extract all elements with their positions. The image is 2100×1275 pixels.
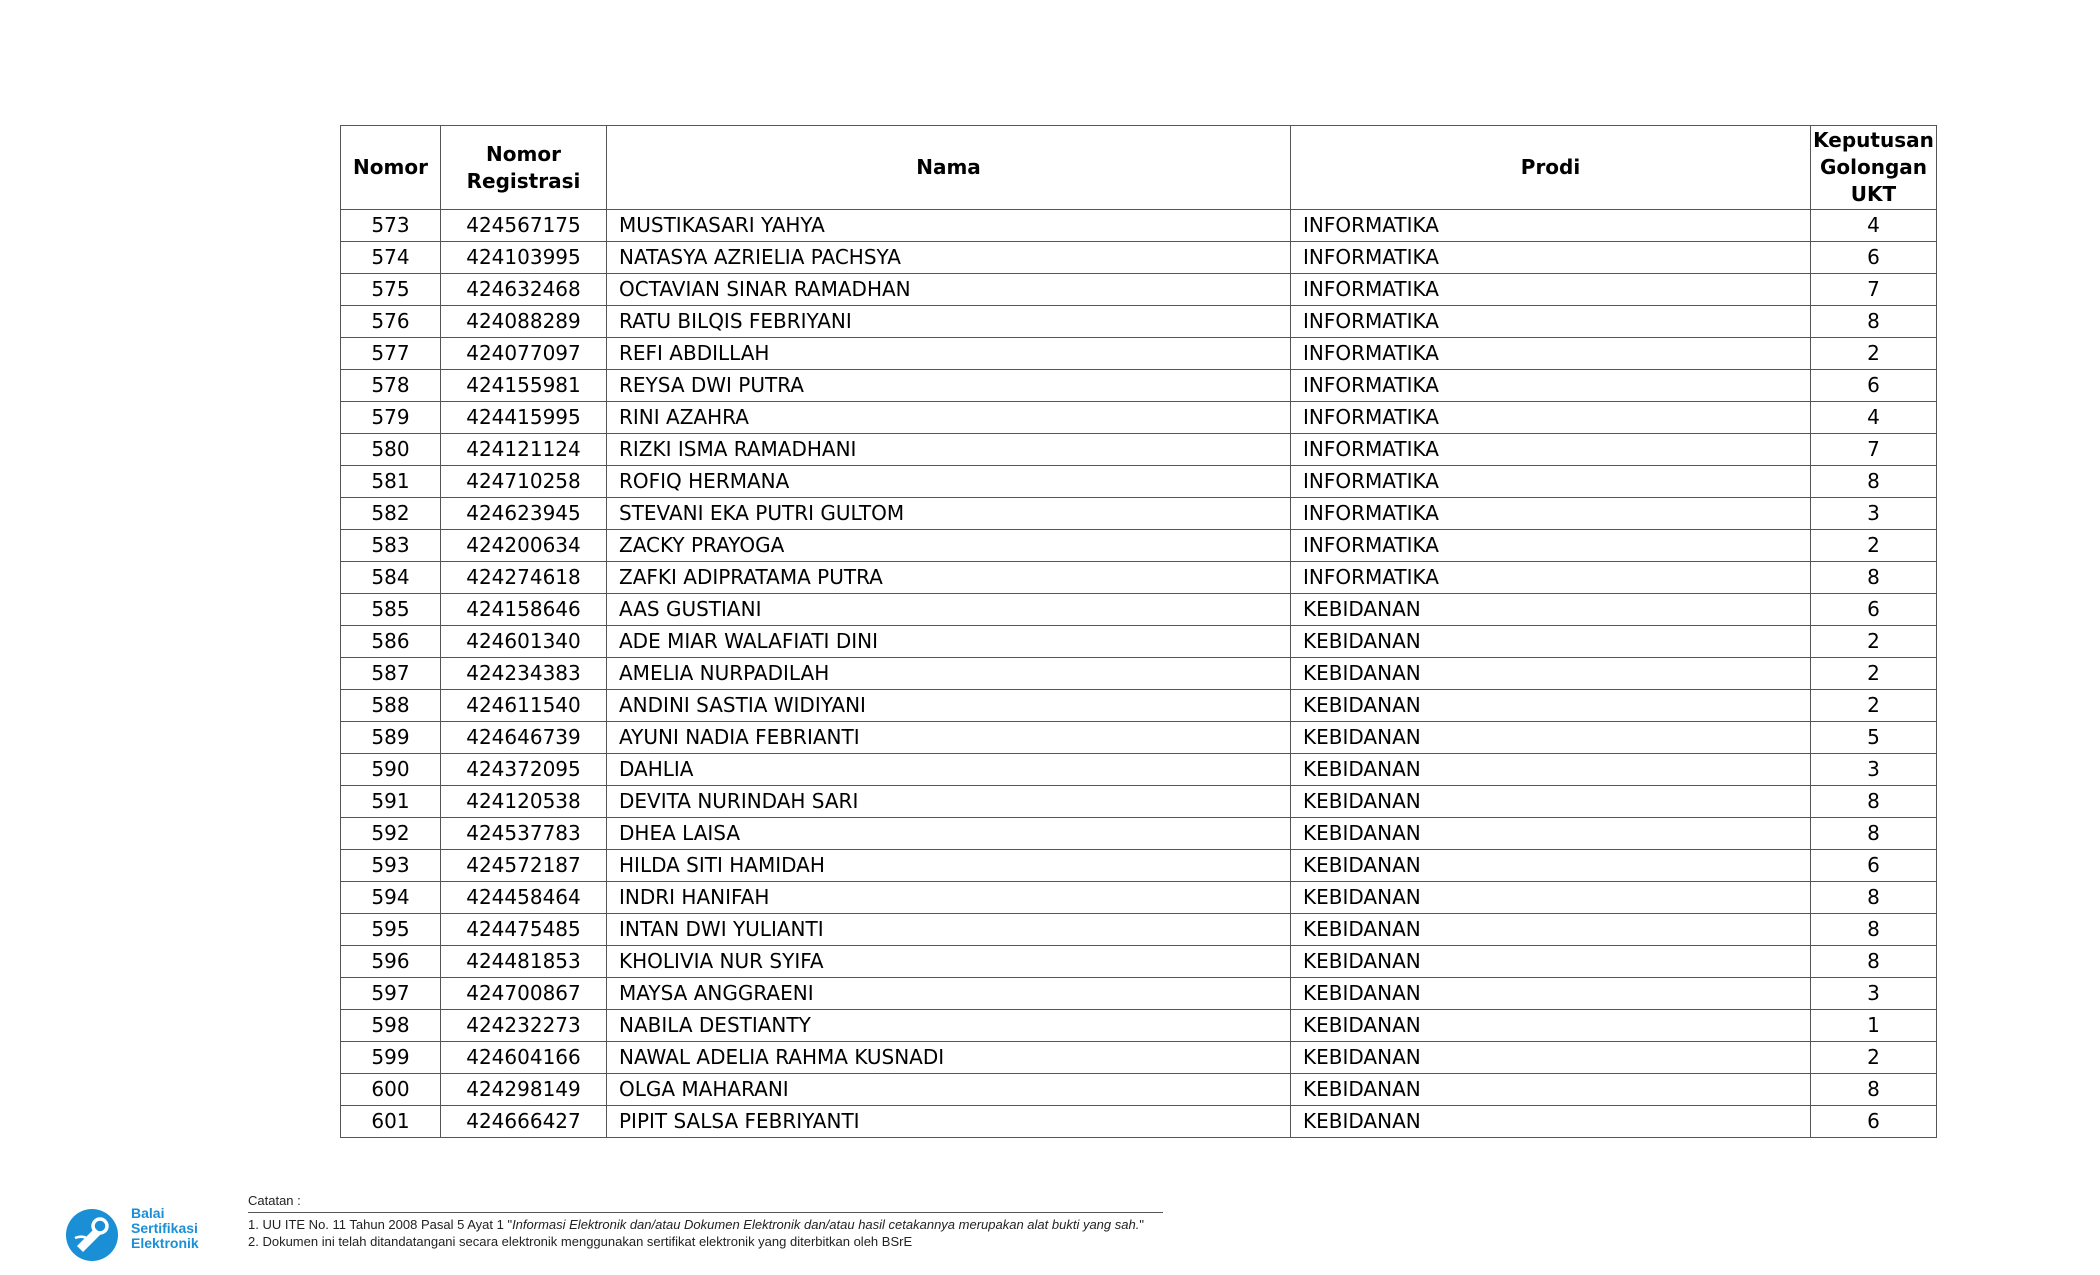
table-row — [341, 498, 1937, 530]
cell-prodi: INFORMATIKA — [1291, 274, 1811, 306]
cell-nomor: 592 — [341, 818, 441, 850]
table-row — [341, 338, 1937, 370]
note-1: 1. UU ITE No. 11 Tahun 2008 Pasal 5 Ayat 1 "Informasi Elektronik dan/atau Dokumen Elektronik dan/atau hasil cetakannya merupakan alat bukti yang sah." — [248, 1217, 1144, 1232]
table-row — [341, 306, 1937, 338]
cell-golongan-ukt: 8 — [1811, 1074, 1937, 1106]
cell-nama: RINI AZAHRA — [607, 402, 1291, 434]
cell-golongan-ukt: 3 — [1811, 498, 1937, 530]
cell-prodi: KEBIDANAN — [1291, 626, 1811, 658]
table-header — [341, 126, 1937, 210]
table-row — [341, 786, 1937, 818]
cell-nama: MUSTIKASARI YAHYA — [607, 210, 1291, 242]
cell-golongan-ukt: 6 — [1811, 242, 1937, 274]
cell-nomor-registrasi: 424572187 — [441, 850, 607, 882]
table-row — [341, 1074, 1937, 1106]
bsre-logo-text: Balai Sertifikasi Elektronik — [131, 1205, 199, 1251]
cell-prodi: INFORMATIKA — [1291, 562, 1811, 594]
cell-prodi: KEBIDANAN — [1291, 722, 1811, 754]
table-row — [341, 402, 1937, 434]
cell-nomor-registrasi: 424298149 — [441, 1074, 607, 1106]
cell-nama: NAWAL ADELIA RAHMA KUSNADI — [607, 1042, 1291, 1074]
cell-nomor-registrasi: 424458464 — [441, 882, 607, 914]
cell-golongan-ukt: 2 — [1811, 338, 1937, 370]
cell-nomor: 597 — [341, 978, 441, 1010]
table-row — [341, 818, 1937, 850]
cell-nama: REYSA DWI PUTRA — [607, 370, 1291, 402]
cell-prodi: INFORMATIKA — [1291, 466, 1811, 498]
cell-nama: ROFIQ HERMANA — [607, 466, 1291, 498]
table-row — [341, 658, 1937, 690]
cell-nomor: 587 — [341, 658, 441, 690]
cell-nama: ZACKY PRAYOGA — [607, 530, 1291, 562]
cell-nama: STEVANI EKA PUTRI GULTOM — [607, 498, 1291, 530]
cell-golongan-ukt: 2 — [1811, 1042, 1937, 1074]
cell-nomor-registrasi: 424632468 — [441, 274, 607, 306]
cell-nomor: 588 — [341, 690, 441, 722]
ukt-table — [340, 125, 1937, 1138]
table-row — [341, 530, 1937, 562]
cell-nama: NABILA DESTIANTY — [607, 1010, 1291, 1042]
cell-prodi: INFORMATIKA — [1291, 242, 1811, 274]
cell-nomor: 576 — [341, 306, 441, 338]
cell-nama: DAHLIA — [607, 754, 1291, 786]
cell-nomor: 596 — [341, 946, 441, 978]
cell-golongan-ukt: 3 — [1811, 978, 1937, 1010]
table-row — [341, 978, 1937, 1010]
cell-nomor-registrasi: 424481853 — [441, 946, 607, 978]
cell-golongan-ukt: 6 — [1811, 1106, 1937, 1138]
header-row — [341, 126, 1937, 210]
document-footer — [65, 1192, 1165, 1262]
cell-nomor-registrasi: 424415995 — [441, 402, 607, 434]
cell-nomor-registrasi: 424601340 — [441, 626, 607, 658]
cell-golongan-ukt: 7 — [1811, 434, 1937, 466]
cell-golongan-ukt: 7 — [1811, 274, 1937, 306]
cell-prodi: INFORMATIKA — [1291, 370, 1811, 402]
cell-nomor: 580 — [341, 434, 441, 466]
table-row — [341, 210, 1937, 242]
cell-nomor: 574 — [341, 242, 441, 274]
cell-nomor: 586 — [341, 626, 441, 658]
cell-nama: INTAN DWI YULIANTI — [607, 914, 1291, 946]
cell-nomor-registrasi: 424120538 — [441, 786, 607, 818]
table-row — [341, 626, 1937, 658]
cell-nama: ADE MIAR WALAFIATI DINI — [607, 626, 1291, 658]
cell-nomor: 590 — [341, 754, 441, 786]
cell-golongan-ukt: 4 — [1811, 402, 1937, 434]
cell-prodi: KEBIDANAN — [1291, 850, 1811, 882]
cell-nomor-registrasi: 424200634 — [441, 530, 607, 562]
cell-nomor-registrasi: 424611540 — [441, 690, 607, 722]
cell-nomor-registrasi: 424103995 — [441, 242, 607, 274]
cell-prodi: KEBIDANAN — [1291, 914, 1811, 946]
cell-nama: INDRI HANIFAH — [607, 882, 1291, 914]
cell-nama: AMELIA NURPADILAH — [607, 658, 1291, 690]
cell-prodi: KEBIDANAN — [1291, 786, 1811, 818]
cell-nomor-registrasi: 424088289 — [441, 306, 607, 338]
cell-prodi: INFORMATIKA — [1291, 338, 1811, 370]
cell-nama: DEVITA NURINDAH SARI — [607, 786, 1291, 818]
cell-prodi: KEBIDANAN — [1291, 1074, 1811, 1106]
cell-golongan-ukt: 3 — [1811, 754, 1937, 786]
cell-nomor: 582 — [341, 498, 441, 530]
cell-nomor: 591 — [341, 786, 441, 818]
cell-golongan-ukt: 8 — [1811, 786, 1937, 818]
cell-golongan-ukt: 4 — [1811, 210, 1937, 242]
cell-prodi: INFORMATIKA — [1291, 498, 1811, 530]
table-row — [341, 754, 1937, 786]
table-row — [341, 722, 1937, 754]
cell-prodi: KEBIDANAN — [1291, 978, 1811, 1010]
cell-golongan-ukt: 8 — [1811, 306, 1937, 338]
table-row — [341, 594, 1937, 626]
header-nama: Nama — [607, 126, 1291, 210]
header-prodi: Prodi — [1291, 126, 1811, 210]
cell-nomor-registrasi: 424666427 — [441, 1106, 607, 1138]
cell-nomor: 581 — [341, 466, 441, 498]
cell-nomor-registrasi: 424121124 — [441, 434, 607, 466]
cell-prodi: KEBIDANAN — [1291, 1106, 1811, 1138]
cell-nomor-registrasi: 424158646 — [441, 594, 607, 626]
cell-nomor: 599 — [341, 1042, 441, 1074]
cell-golongan-ukt: 8 — [1811, 946, 1937, 978]
cell-nama: MAYSA ANGGRAENI — [607, 978, 1291, 1010]
cell-nama: OCTAVIAN SINAR RAMADHAN — [607, 274, 1291, 306]
cell-prodi: INFORMATIKA — [1291, 210, 1811, 242]
cell-golongan-ukt: 6 — [1811, 850, 1937, 882]
cell-golongan-ukt: 2 — [1811, 658, 1937, 690]
cell-golongan-ukt: 1 — [1811, 1010, 1937, 1042]
cell-prodi: INFORMATIKA — [1291, 306, 1811, 338]
cell-nomor: 573 — [341, 210, 441, 242]
cell-nomor-registrasi: 424710258 — [441, 466, 607, 498]
cell-nomor-registrasi: 424232273 — [441, 1010, 607, 1042]
table-row — [341, 946, 1937, 978]
cell-nomor: 600 — [341, 1074, 441, 1106]
table-row — [341, 466, 1937, 498]
cell-golongan-ukt: 8 — [1811, 818, 1937, 850]
table-row — [341, 274, 1937, 306]
notes-title: Catatan : — [248, 1193, 301, 1208]
cell-prodi: INFORMATIKA — [1291, 402, 1811, 434]
cell-nomor: 579 — [341, 402, 441, 434]
cell-nomor: 577 — [341, 338, 441, 370]
table-row — [341, 434, 1937, 466]
cell-nomor: 598 — [341, 1010, 441, 1042]
cell-prodi: KEBIDANAN — [1291, 818, 1811, 850]
cell-nomor: 585 — [341, 594, 441, 626]
cell-golongan-ukt: 8 — [1811, 562, 1937, 594]
cell-nomor-registrasi: 424234383 — [441, 658, 607, 690]
table-row — [341, 562, 1937, 594]
header-keputusan-golongan-ukt: Keputusan Golongan UKT — [1811, 126, 1937, 210]
cell-nomor: 578 — [341, 370, 441, 402]
cell-nomor: 595 — [341, 914, 441, 946]
cell-nomor: 594 — [341, 882, 441, 914]
cell-prodi: KEBIDANAN — [1291, 658, 1811, 690]
cell-nama: HILDA SITI HAMIDAH — [607, 850, 1291, 882]
cell-nama: NATASYA AZRIELIA PACHSYA — [607, 242, 1291, 274]
cell-nomor: 575 — [341, 274, 441, 306]
cell-golongan-ukt: 8 — [1811, 882, 1937, 914]
cell-nomor-registrasi: 424475485 — [441, 914, 607, 946]
cell-prodi: KEBIDANAN — [1291, 1010, 1811, 1042]
cell-nama: RATU BILQIS FEBRIYANI — [607, 306, 1291, 338]
cell-prodi: KEBIDANAN — [1291, 882, 1811, 914]
cell-nomor-registrasi: 424623945 — [441, 498, 607, 530]
cell-golongan-ukt: 5 — [1811, 722, 1937, 754]
notes-divider — [248, 1212, 1163, 1213]
cell-prodi: INFORMATIKA — [1291, 434, 1811, 466]
cell-prodi: KEBIDANAN — [1291, 1042, 1811, 1074]
table-row — [341, 914, 1937, 946]
table-row — [341, 1106, 1937, 1138]
cell-prodi: KEBIDANAN — [1291, 594, 1811, 626]
cell-nomor-registrasi: 424646739 — [441, 722, 607, 754]
cell-nama: ANDINI SASTIA WIDIYANI — [607, 690, 1291, 722]
cell-prodi: KEBIDANAN — [1291, 946, 1811, 978]
cell-nomor: 601 — [341, 1106, 441, 1138]
table-row — [341, 690, 1937, 722]
cell-nomor-registrasi: 424372095 — [441, 754, 607, 786]
cell-golongan-ukt: 2 — [1811, 626, 1937, 658]
cell-nomor-registrasi: 424155981 — [441, 370, 607, 402]
cell-golongan-ukt: 6 — [1811, 370, 1937, 402]
cell-golongan-ukt: 2 — [1811, 690, 1937, 722]
table-row — [341, 882, 1937, 914]
notes — [248, 1192, 1168, 1250]
cell-nomor: 584 — [341, 562, 441, 594]
cell-nomor-registrasi: 424537783 — [441, 818, 607, 850]
cell-prodi: INFORMATIKA — [1291, 530, 1811, 562]
cell-nama: OLGA MAHARANI — [607, 1074, 1291, 1106]
table-row — [341, 370, 1937, 402]
cell-nomor: 583 — [341, 530, 441, 562]
cell-nomor-registrasi: 424567175 — [441, 210, 607, 242]
header-nomor-registrasi: Nomor Registrasi — [441, 126, 607, 210]
cell-nomor-registrasi: 424700867 — [441, 978, 607, 1010]
cell-prodi: KEBIDANAN — [1291, 690, 1811, 722]
table-row — [341, 1042, 1937, 1074]
cell-nama: DHEA LAISA — [607, 818, 1291, 850]
header-nomor: Nomor — [341, 126, 441, 210]
cell-nama: RIZKI ISMA RAMADHANI — [607, 434, 1291, 466]
table-row — [341, 1010, 1937, 1042]
bsre-logo — [65, 1206, 215, 1262]
cell-nama: ZAFKI ADIPRATAMA PUTRA — [607, 562, 1291, 594]
cell-golongan-ukt: 8 — [1811, 466, 1937, 498]
cell-nomor: 589 — [341, 722, 441, 754]
cell-nama: KHOLIVIA NUR SYIFA — [607, 946, 1291, 978]
table-body — [341, 210, 1937, 1138]
cell-nama: AAS GUSTIANI — [607, 594, 1291, 626]
cell-nomor: 593 — [341, 850, 441, 882]
cell-golongan-ukt: 8 — [1811, 914, 1937, 946]
cell-nomor-registrasi: 424274618 — [441, 562, 607, 594]
table-row — [341, 242, 1937, 274]
cell-golongan-ukt: 2 — [1811, 530, 1937, 562]
note-2: 2. Dokumen ini telah ditandatangani secara elektronik menggunakan sertifikat elektronik yang diterbitkan oleh BSrE — [248, 1234, 913, 1249]
table-row — [341, 850, 1937, 882]
cell-prodi: KEBIDANAN — [1291, 754, 1811, 786]
cell-nama: PIPIT SALSA FEBRIYANTI — [607, 1106, 1291, 1138]
cell-nama: REFI ABDILLAH — [607, 338, 1291, 370]
cell-golongan-ukt: 6 — [1811, 594, 1937, 626]
cell-nomor-registrasi: 424077097 — [441, 338, 607, 370]
bsre-emblem-icon — [65, 1208, 119, 1262]
cell-nomor-registrasi: 424604166 — [441, 1042, 607, 1074]
cell-nama: AYUNI NADIA FEBRIANTI — [607, 722, 1291, 754]
